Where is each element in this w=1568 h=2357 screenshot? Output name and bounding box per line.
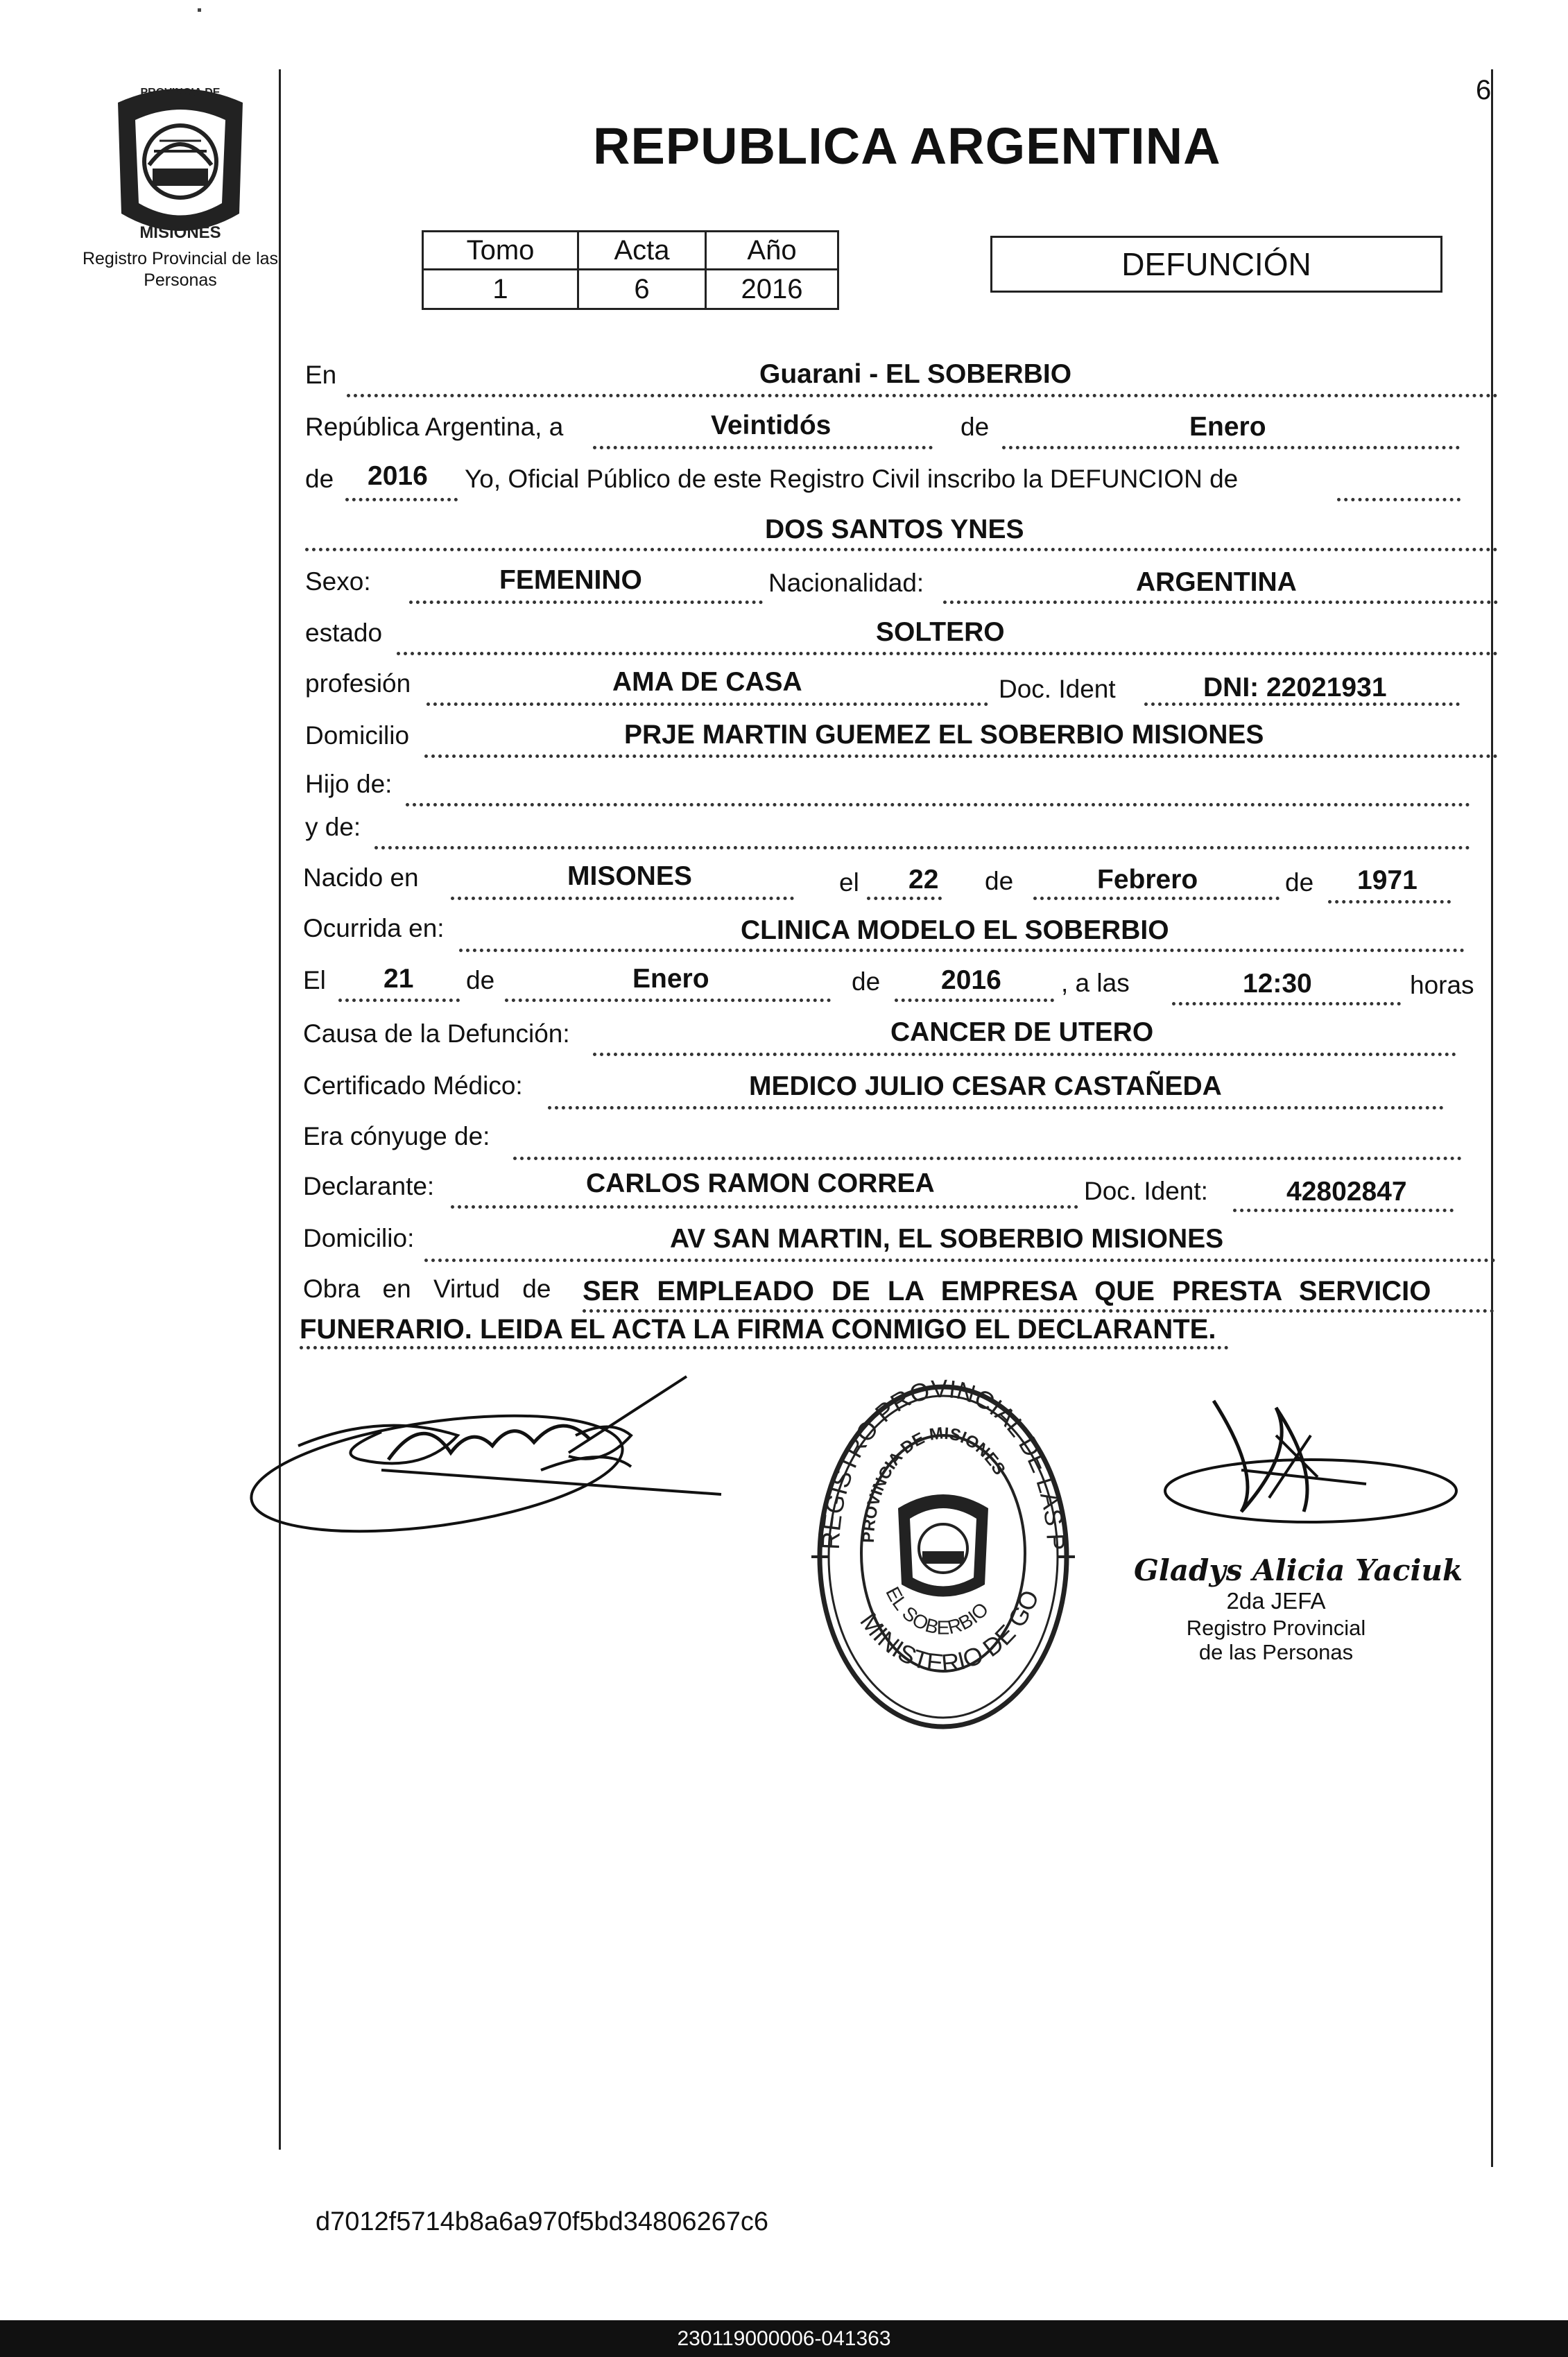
profesion-dotline <box>427 702 988 706</box>
estado-dotline <box>397 652 1498 655</box>
year-dotline <box>345 498 458 501</box>
svg-text:MISIONES: MISIONES <box>139 223 221 242</box>
causa-value: CANCER DE UTERO <box>890 1017 1154 1047</box>
sexo-label: Sexo: <box>305 567 371 596</box>
signatory-org-1: Registro Provincial <box>1186 1616 1366 1640</box>
certificado-dotline <box>548 1106 1444 1110</box>
death-month-dotline <box>505 999 831 1002</box>
certificado-label: Certificado Médico: <box>303 1071 523 1100</box>
republica-label: República Argentina, a <box>305 413 564 441</box>
nacionalidad-label: Nacionalidad: <box>768 569 924 597</box>
domicilio2-value: AV SAN MARTIN, EL SOBERBIO MISIONES <box>670 1224 1224 1254</box>
nacido-dotline <box>451 897 794 900</box>
official-seal <box>798 1370 1089 1730</box>
domicilio-label: Domicilio <box>305 721 410 750</box>
estado-label: estado <box>305 619 383 647</box>
svg-text:REGISTRO PROVINCIAL DE LAS PER: REGISTRO PROVINCIAL DE LAS P <box>816 1374 1071 1551</box>
footer-code: 230119000006-041363 <box>677 2326 891 2350</box>
en-dotline <box>347 394 1498 397</box>
svg-text:EL SOBERBIO: EL SOBERBIO <box>881 1583 993 1639</box>
deceased-name: DOS SANTOS YNES <box>765 515 1024 544</box>
causa-dotline <box>593 1053 1456 1056</box>
book-header-acta: Acta <box>577 230 707 270</box>
domicilio-dotline <box>424 754 1498 758</box>
de-label-6: de <box>852 967 881 996</box>
deceased-dotline <box>305 548 1498 551</box>
en-label: En <box>305 361 337 389</box>
domicilio2-label: Domicilio: <box>303 1224 415 1252</box>
month-value: Enero <box>1189 412 1266 442</box>
official-signature <box>1137 1394 1463 1533</box>
sexo-dotline <box>409 601 763 604</box>
de-label-5: de <box>466 966 495 994</box>
signatory-name: Gladys Alicia Yaciuk <box>1134 1553 1463 1587</box>
el2-label: El <box>303 966 326 994</box>
footer-code-bar <box>0 2320 1568 2357</box>
certificado-value: MEDICO JULIO CESAR CASTAÑEDA <box>749 1071 1222 1101</box>
nacido-label: Nacido en <box>303 863 419 892</box>
left-margin-line <box>279 69 281 2150</box>
month-dotline <box>1002 446 1460 449</box>
country-title: REPUBLICA ARGENTINA <box>593 117 1221 175</box>
nacionalidad-value: ARGENTINA <box>1136 567 1297 597</box>
nac-month-dotline <box>1033 897 1280 900</box>
signatory-title: 2da JEFA <box>1226 1588 1326 1614</box>
registry-caption: Registro Provincial de las Personas <box>82 249 279 290</box>
hijo-dotline <box>406 803 1470 806</box>
declarant-signature <box>243 1370 728 1550</box>
day-text: Veintidós <box>711 411 832 440</box>
nac-day-dotline <box>867 897 942 900</box>
death-time-dotline <box>1172 1002 1401 1005</box>
causa-label: Causa de la Defunción: <box>303 1019 570 1048</box>
day-dotline <box>593 446 933 449</box>
conyuge-dotline <box>513 1157 1462 1160</box>
book-header-tomo: Tomo <box>422 230 579 270</box>
book-value-ano: 2016 <box>705 268 839 310</box>
obra-dotline-1 <box>583 1309 1494 1313</box>
horas-label: horas <box>1410 971 1474 999</box>
year-value: 2016 <box>368 461 428 491</box>
svg-text:MINISTERIO DE GOBIERNO: MINISTERIO DE GO <box>854 1585 1045 1678</box>
declarante-dotline <box>451 1205 1078 1209</box>
right-margin-line <box>1491 69 1493 2167</box>
docident2-label: Doc. Ident: <box>1084 1177 1208 1205</box>
obra-line-1: SER EMPLEADO DE LA EMPRESA QUE PRESTA SERVICIO <box>583 1276 1431 1306</box>
sexo-value: FEMENINO <box>499 565 642 595</box>
obra-label: Obra en Virtud de <box>303 1275 551 1303</box>
obra-line-2: FUNERARIO. LEIDA EL ACTA LA FIRMA CONMIGO EL DECLARANTE. <box>300 1314 1216 1345</box>
declarante-label: Declarante: <box>303 1172 435 1200</box>
nac-year-dotline <box>1328 900 1451 904</box>
dni-value: DNI: 22021931 <box>1203 673 1387 702</box>
yo-text: Yo, Oficial Público de este Registro Civil inscribo la DEFUNCION de <box>465 465 1239 493</box>
ocurrida-dotline <box>459 949 1465 952</box>
death-year: 2016 <box>941 965 1001 995</box>
svg-text:PROVINCIA DE MISIONES: PROVINCIA DE MISIONES <box>859 1424 1009 1544</box>
yde-label: y de: <box>305 813 361 841</box>
alas-label: , a las <box>1061 969 1130 997</box>
declarante-value: CARLOS RAMON CORREA <box>586 1168 935 1198</box>
death-day: 21 <box>384 964 414 994</box>
declarante-doc-dotline <box>1233 1209 1454 1212</box>
nac-year: 1971 <box>1357 865 1418 895</box>
profesion-label: profesión <box>305 669 411 698</box>
de-label-1: de <box>960 413 990 441</box>
de-label-4: de <box>1285 868 1314 897</box>
el-label: el <box>839 868 859 897</box>
conyuge-label: Era cónyuge de: <box>303 1122 490 1150</box>
signatory-org-2: de las Personas <box>1198 1640 1354 1664</box>
death-year-dotline <box>895 999 1054 1002</box>
nac-month: Febrero <box>1097 865 1198 895</box>
docident-label: Doc. Ident <box>999 675 1116 703</box>
document-type-box: DEFUNCIÓN <box>990 236 1442 293</box>
province-logo <box>104 82 257 248</box>
estado-value: SOLTERO <box>876 617 1005 647</box>
death-month: Enero <box>632 964 709 994</box>
death-day-dotline <box>338 999 460 1002</box>
page-number: 6 <box>1476 75 1492 105</box>
ocurrida-value: CLINICA MODELO EL SOBERBIO <box>741 915 1169 945</box>
death-time: 12:30 <box>1243 969 1312 999</box>
profesion-value: AMA DE CASA <box>612 667 802 697</box>
domicilio2-dotline <box>424 1259 1496 1262</box>
yo-dotline <box>1337 498 1461 501</box>
ocurrida-label: Ocurrida en: <box>303 914 445 942</box>
document-hash: d7012f5714b8a6a970f5bd34806267c6 <box>316 2207 768 2236</box>
de-label-3: de <box>985 867 1014 895</box>
svg-text:PROVINCIA DE: PROVINCIA DE <box>140 87 221 98</box>
book-header-ano: Año <box>705 230 839 270</box>
book-value-acta: 6 <box>577 268 707 310</box>
declarante-doc: 42802847 <box>1286 1177 1407 1207</box>
book-value-tomo: 1 <box>422 268 579 310</box>
nac-day: 22 <box>908 865 939 895</box>
de-label-2: de <box>305 465 334 493</box>
top-mark <box>198 8 201 12</box>
yde-dotline <box>374 846 1470 849</box>
hijo-label: Hijo de: <box>305 770 393 798</box>
nacionalidad-dotline <box>943 601 1498 604</box>
domicilio-value: PRJE MARTIN GUEMEZ EL SOBERBIO MISIONES <box>624 720 1264 750</box>
nacido-value: MISONES <box>567 861 692 891</box>
en-value: Guarani - EL SOBERBIO <box>759 359 1072 389</box>
obra-dotline-2 <box>300 1346 1229 1349</box>
